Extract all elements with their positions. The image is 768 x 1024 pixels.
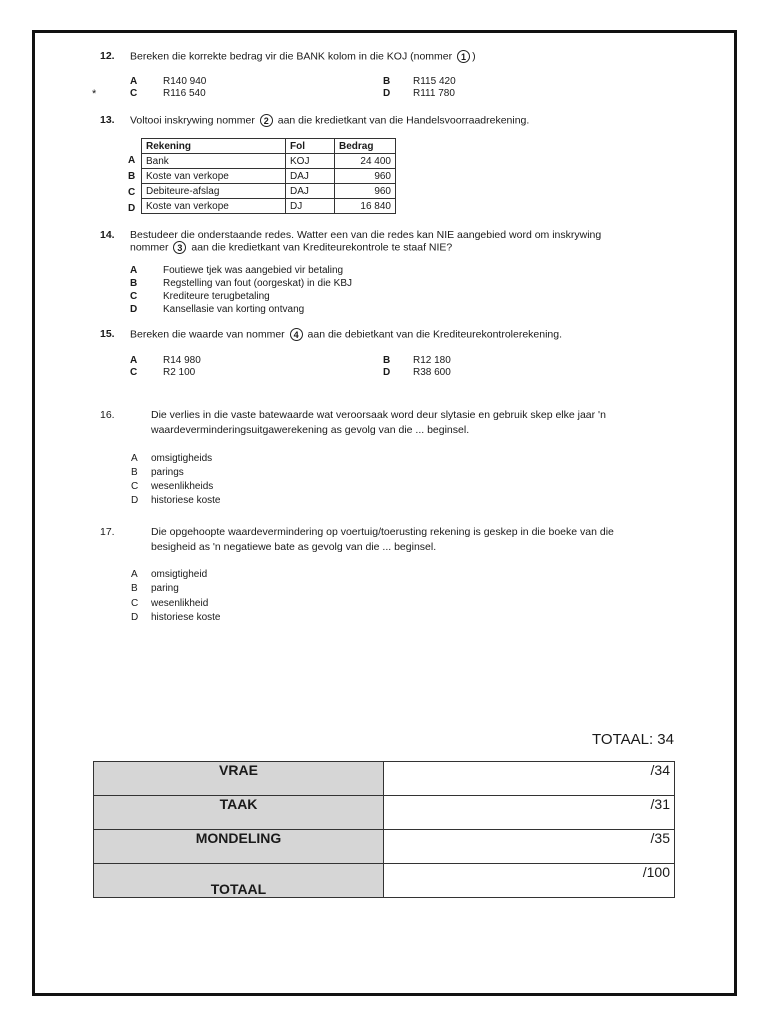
q17-option-d-letter: D (131, 612, 139, 623)
question-12-text (130, 50, 476, 63)
question-17-number: 17. (100, 526, 115, 538)
score-summary-table (93, 761, 675, 898)
circled-number-4: 4 (290, 328, 303, 341)
q16-option-d-letter: D (131, 495, 139, 506)
q14-option-a-text: Foutiewe tjek was aangebied vir betaling (163, 265, 344, 276)
q15-option-d-letter: D (383, 367, 391, 378)
q17-option-c-text: wesenlikheid (151, 598, 209, 609)
cell-bedrag: 960 (335, 184, 396, 199)
question-16-line-2: waardeverminderingsuitgawerekening as gevolg van die ... beginsel. (151, 424, 470, 436)
q15-option-a-text: R14 980 (163, 355, 201, 366)
question-14-line-2-start: nommer (130, 241, 169, 254)
q13-row-d-letter: D (128, 203, 136, 214)
question-15-number: 15. (100, 328, 115, 340)
q14-option-c-text: Krediteure terugbetaling (163, 291, 270, 302)
q15-option-c-letter: C (130, 367, 138, 378)
question-13-text-start: Voltooi inskrywing nommer (130, 114, 255, 127)
question-15-text-end: aan die debietkant van die Krediteurekontrolerekening. (307, 328, 563, 341)
header-bedrag: Bedrag (335, 139, 396, 154)
question-17-line-1: Die opgehoopte waardevermindering op voertuig/toerusting rekening is geskep in die boeke van die (151, 526, 614, 538)
q12-option-c-letter: C (130, 88, 138, 99)
table-row (142, 199, 396, 214)
table-row (142, 154, 396, 169)
score-row (94, 762, 675, 796)
q13-row-a-letter: A (128, 155, 136, 166)
table-header-row (142, 139, 396, 154)
q12-option-b-letter: B (383, 76, 391, 87)
answer-mark-star: * (92, 88, 97, 100)
q14-option-c-letter: C (130, 291, 138, 302)
q13-row-b-letter: B (128, 171, 136, 182)
q17-option-c-letter: C (131, 598, 139, 609)
circled-number-1: 1 (457, 50, 470, 63)
cell-bedrag: 960 (335, 169, 396, 184)
question-15-text-start: Bereken die waarde van nommer (130, 328, 285, 341)
q17-option-a-text: omsigtigheid (151, 569, 208, 580)
cell-rekening: Bank (142, 154, 286, 169)
cell-rekening: Koste van verkope (142, 199, 286, 214)
question-17-line-2: besigheid as 'n negatiewe bate as gevolg van die ... beginsel. (151, 541, 437, 553)
cell-fol: DAJ (286, 169, 335, 184)
score-label: MONDELING (94, 830, 384, 864)
question-16-line-1: Die verlies in die vaste batewaarde wat veroorsaak word deur slytasie en gebruik skep elke jaar 'n (151, 409, 606, 421)
question-13-number: 13. (100, 114, 115, 126)
question-12-number: 12. (100, 50, 115, 62)
question-14-line-2 (130, 241, 452, 254)
q15-option-b-text: R12 180 (413, 355, 451, 366)
q12-option-d-letter: D (383, 88, 391, 99)
q17-option-b-letter: B (131, 583, 138, 594)
q16-option-d-text: historiese koste (151, 495, 221, 506)
q17-option-d-text: historiese koste (151, 612, 221, 623)
q12-option-b-text: R115 420 (413, 76, 456, 87)
q12-option-a-text: R140 940 (163, 76, 207, 87)
q13-row-c-letter: C (128, 187, 136, 198)
q17-option-b-text: paring (151, 583, 179, 594)
cell-fol: DAJ (286, 184, 335, 199)
q15-option-c-text: R2 100 (163, 367, 196, 378)
score-label: VRAE (94, 762, 384, 796)
q15-option-b-letter: B (383, 355, 391, 366)
total-marks-label: TOTAAL: 34 (592, 731, 674, 748)
question-16-number: 16. (100, 409, 115, 421)
q16-option-a-letter: A (131, 453, 138, 464)
table-row (142, 184, 396, 199)
score-value: /34 (384, 762, 675, 796)
q14-option-d-text: Kansellasie van korting ontvang (163, 304, 305, 315)
score-row (94, 864, 675, 898)
question-13-text-end: aan die kredietkant van die Handelsvoorraadrekening. (277, 114, 530, 127)
q17-option-a-letter: A (131, 569, 138, 580)
cell-fol: KOJ (286, 154, 335, 169)
q12-option-c-text: R116 540 (163, 88, 206, 99)
q12-option-a-letter: A (130, 76, 138, 87)
cell-rekening: Debiteure-afslag (142, 184, 286, 199)
q13-options-table (141, 138, 396, 214)
score-label: TAAK (94, 796, 384, 830)
question-12-text-start: Bereken die korrekte bedrag vir die BANK kolom in die KOJ (nommer (130, 50, 453, 63)
q15-option-a-letter: A (130, 355, 138, 366)
circled-number-2: 2 (260, 114, 273, 127)
score-value: /100 (384, 864, 675, 898)
score-value: /31 (384, 796, 675, 830)
header-rekening: Rekening (142, 139, 286, 154)
question-12-text-end: ) (472, 50, 476, 63)
q14-option-a-letter: A (130, 265, 138, 276)
header-fol: Fol (286, 139, 335, 154)
q16-option-c-letter: C (131, 481, 139, 492)
question-14-line-2-end: aan die kredietkant van Krediteurekontrole te staaf NIE? (191, 241, 453, 254)
cell-fol: DJ (286, 199, 335, 214)
q16-option-a-text: omsigtigheids (151, 453, 213, 464)
cell-bedrag: 24 400 (335, 154, 396, 169)
score-value: /35 (384, 830, 675, 864)
q16-option-b-text: parings (151, 467, 184, 478)
circled-number-3: 3 (173, 241, 186, 254)
q14-option-b-letter: B (130, 278, 138, 289)
score-row (94, 830, 675, 864)
question-14-line-1: Bestudeer die onderstaande redes. Watter een van die redes kan NIE aangebied word om inskrywing (130, 229, 602, 241)
table-row (142, 169, 396, 184)
q15-option-d-text: R38 600 (413, 367, 451, 378)
cell-bedrag: 16 840 (335, 199, 396, 214)
q16-option-c-text: wesenlikheids (151, 481, 214, 492)
score-row (94, 796, 675, 830)
q14-option-b-text: Regstelling van fout (oorgeskat) in die KBJ (163, 278, 352, 289)
question-14-number: 14. (100, 229, 115, 241)
question-13-text (130, 114, 529, 127)
score-label: TOTAAL (94, 864, 384, 898)
q12-option-d-text: R111 780 (413, 88, 455, 99)
question-15-text (130, 328, 562, 341)
cell-rekening: Koste van verkope (142, 169, 286, 184)
q16-option-b-letter: B (131, 467, 138, 478)
q14-option-d-letter: D (130, 304, 138, 315)
